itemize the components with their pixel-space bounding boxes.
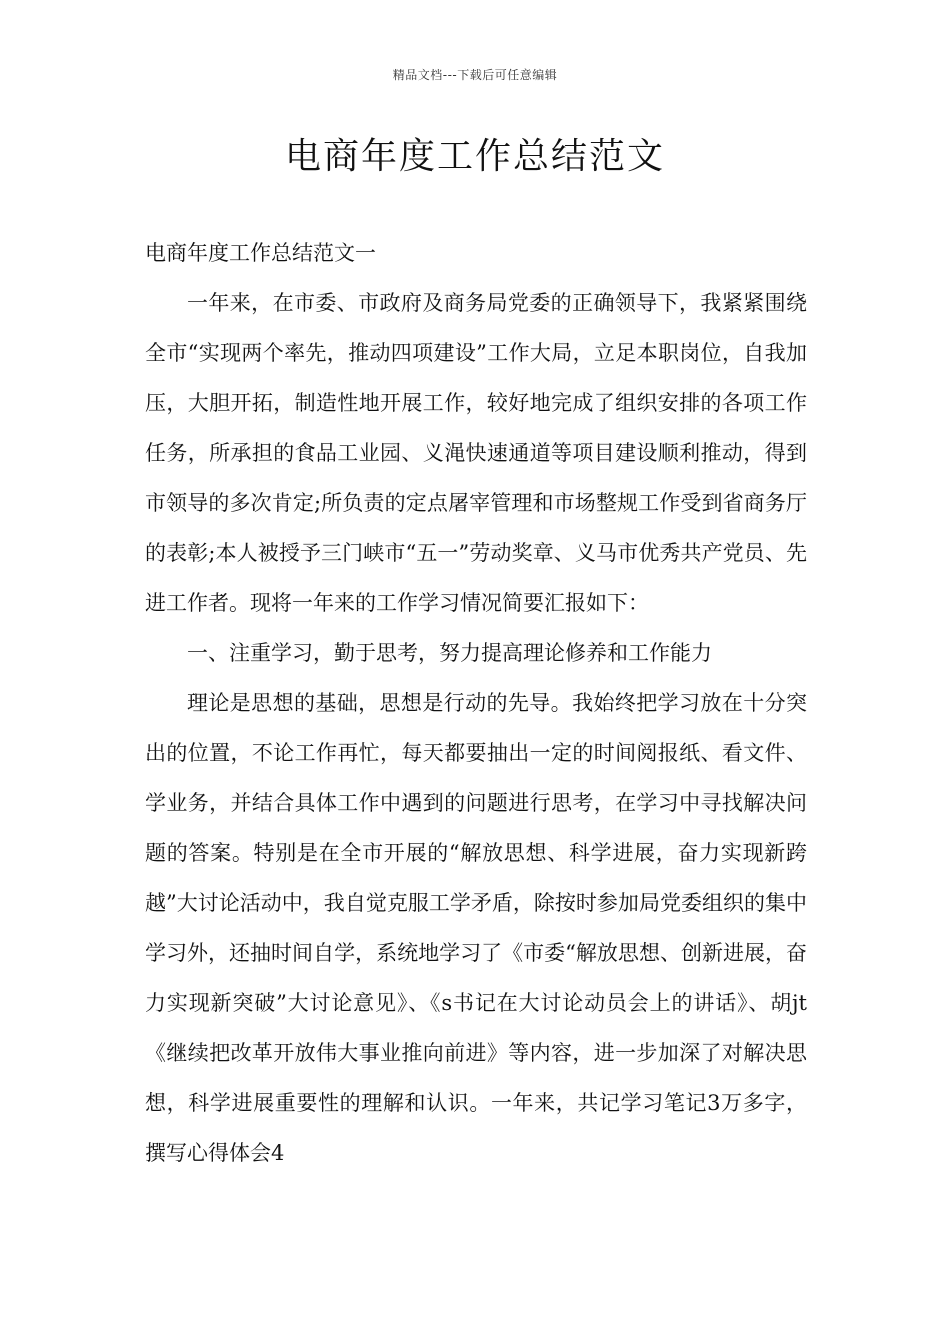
paragraph-intro: 一年来，在市委、市政府及商务局党委的正确领导下，我紧紧围绕全市“实现两个率先，推动四项建设”工作大局，立足本职岗位，自我加压，大胆开拓，制造性地开展工作，较好地完成了组织安排的各项工作任务，所承担的食品工业园、义渑快速通道等项目建设顺利推动，得到市领导的多次肯定;所负责的定点屠宰管理和市场整规工作受到省商务厅的表彰;本人被授予三门峡市“五一”劳动奖章、义马市优秀共产党员、先进工作者。现将一年来的工作学习情况简要汇报如下： <box>145 291 807 615</box>
paragraph-study: 理论是思想的基础，思想是行动的先导。我始终把学习放在十分突出的位置，不论工作再忙，每天都要抽出一定的时间阅报纸、看文件、学业务，并结合具体工作中遇到的问题进行思考，在学习中寻找解决问题的答案。特别是在全市开展的“解放思想、科学进展，奋力实现新跨越”大讨论活动中，我自觉克服工学矛盾，除按时参加局党委组织的集中学习外，还抽时间自学，系统地学习了《市委“解放思想、创新进展，奋力实现新突破”大讨论意见》、《s书记在大讨论动员会上的讲话》、胡jt《继续把改革开放伟大事业推向前进》等内容，进一步加深了对解决思想，科学进展重要性的理解和认识。一年来，共记学习笔记3万多字，撰写心得体会4 <box>145 691 807 1165</box>
section-subtitle: 电商年度工作总结范文一 <box>145 241 376 265</box>
header-note: 精品文档---下载后可任意编辑 <box>392 68 558 82</box>
document-body <box>145 228 807 1178</box>
document-title: 电商年度工作总结范文 <box>284 136 665 177</box>
section-heading-1: 一、注重学习，勤于思考，努力提高理论修养和工作能力 <box>187 641 712 665</box>
